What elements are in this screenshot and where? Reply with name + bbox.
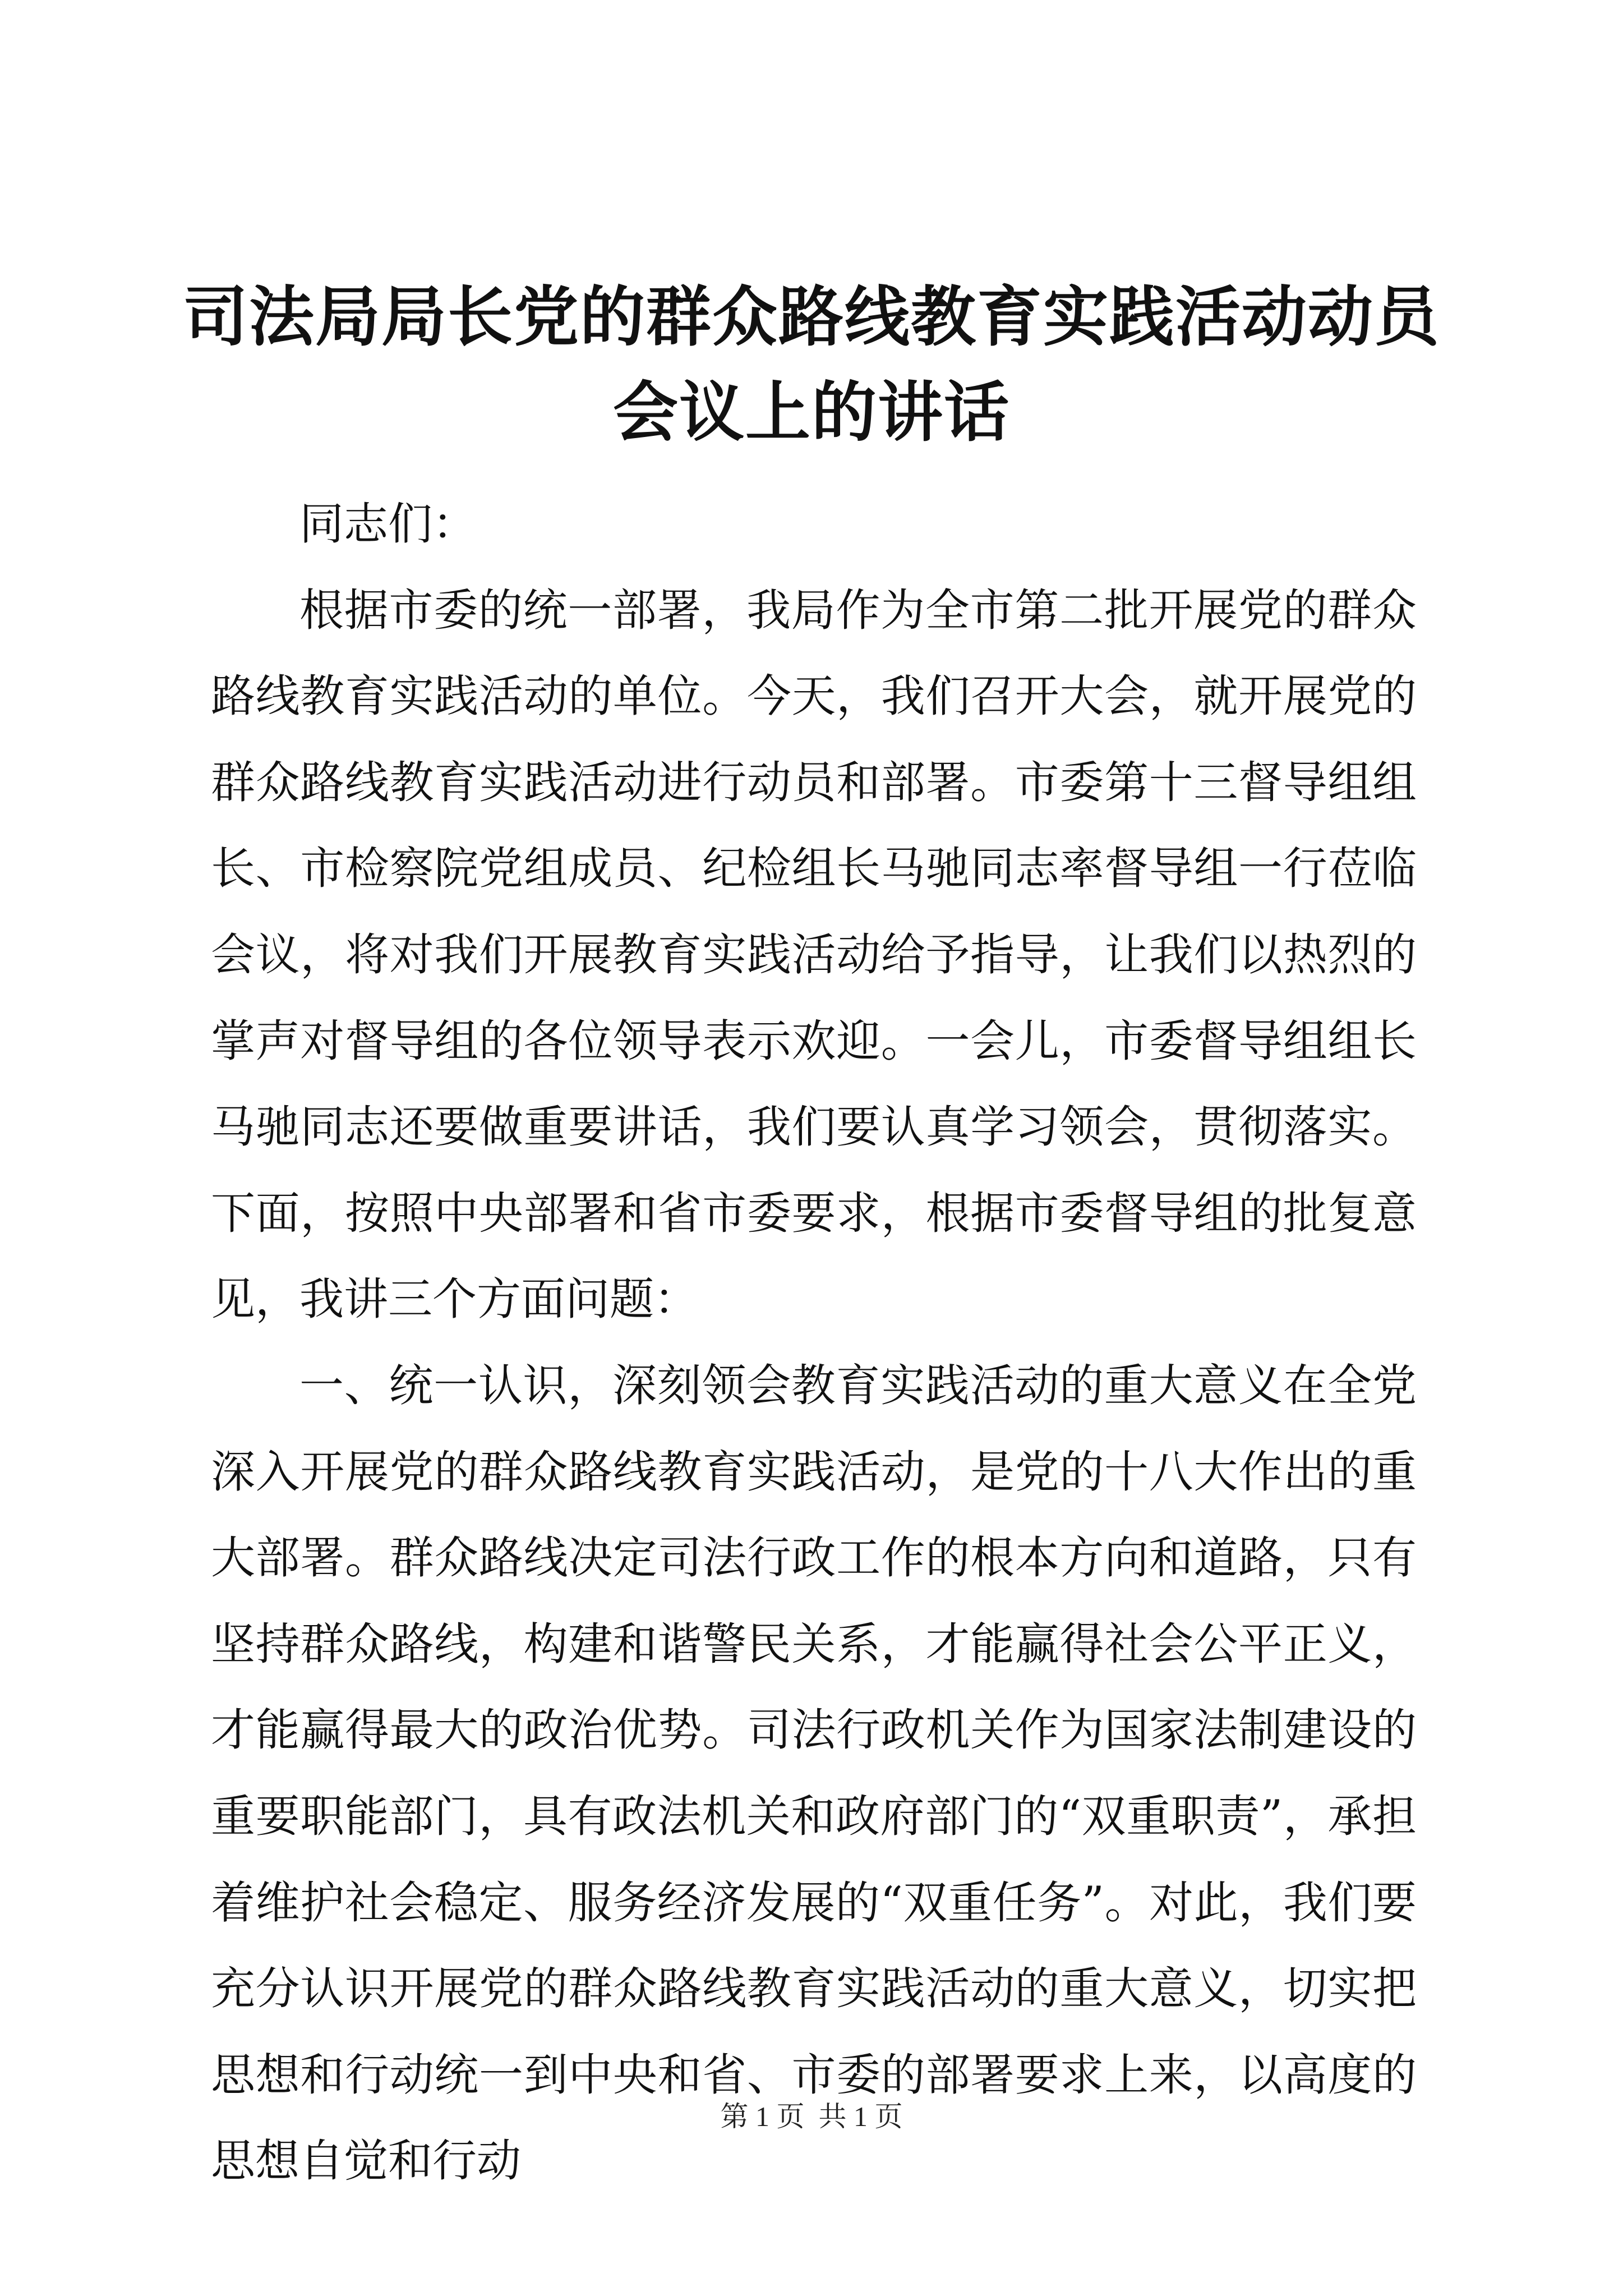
- section-one-paragraph: 一、统一认识，深刻领会教育实践活动的重大意义在全党深入开展党的群众路线教育实践活动，是党的十八大作出的重大部署。群众路线决定司法行政工作的根本方向和道路，只有坚持群众路线，构建和谐警民关系，才能赢得社会公平正义，才能赢得最大的政治优势。司法行政机关作为国家法制建设的重要职能部门，具有政法机关和政府部门的“双重职责”，承担着维护社会稳定、服务经济发展的“双重任务”。对此，我们要充分认识开展党的群众路线教育实践活动的重大意义，切实把思想和行动统一到中央和省、市委的部署要求上来，以高度的思想自觉和行动: [211, 1359, 1417, 2187]
- page-footer: [0, 2097, 1623, 2136]
- intro-paragraph: 根据市委的统一部署，我局作为全市第二批开展党的群众路线教育实践活动的单位。今天，我们召开大会，就开展党的群众路线教育实践活动进行动员和部署。市委第十三督导组组长、市检察院党组成员、纪检组长马驰同志率督导组一行莅临会议，将对我们开展教育实践活动给予指导，让我们以热烈的掌声对督导组的各位领导表示欢迎。一会儿，市委督导组组长马驰同志还要做重要讲话，我们要认真学习领会，贯彻落实。下面，按照中央部署和省市委要求，根据市委督导组的批复意见，我讲三个方面问题：: [211, 584, 1417, 1326]
- salutation-paragraph: 同志们：: [299, 498, 477, 550]
- page-number-label: 第 1 页 共 1 页: [720, 2101, 903, 2132]
- document-body: [211, 481, 1417, 2205]
- document-title: 司法局局长党的群众路线教育实践活动动员会议上的讲话: [183, 279, 1440, 450]
